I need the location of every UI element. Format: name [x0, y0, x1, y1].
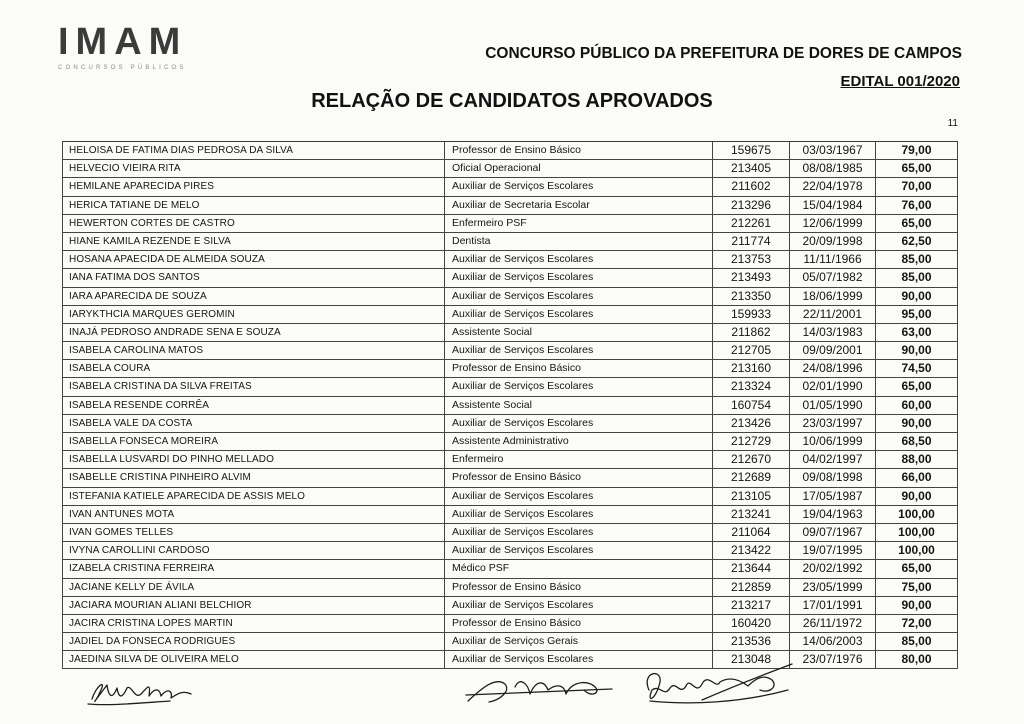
birth-date: 19/07/1995 — [790, 542, 876, 559]
candidate-role: Oficial Operacional — [445, 160, 713, 177]
birth-date: 12/06/1999 — [790, 215, 876, 232]
registration-number: 160420 — [713, 615, 790, 632]
candidate-name: HOSANA APAECIDA DE ALMEIDA SOUZA — [62, 251, 445, 268]
birth-date: 22/04/1978 — [790, 178, 876, 195]
candidate-name: IARA APARECIDA DE SOUZA — [62, 288, 445, 305]
registration-number: 212729 — [713, 433, 790, 450]
birth-date: 14/03/1983 — [790, 324, 876, 341]
candidate-role: Auxiliar de Serviços Escolares — [445, 506, 713, 523]
candidate-name: IANA FATIMA DOS SANTOS — [62, 269, 445, 286]
table-row — [62, 433, 958, 451]
birth-date: 17/05/1987 — [790, 488, 876, 505]
candidate-role: Auxiliar de Serviços Escolares — [445, 524, 713, 541]
candidate-role: Auxiliar de Serviços Escolares — [445, 178, 713, 195]
candidate-role: Auxiliar de Serviços Escolares — [445, 342, 713, 359]
score: 65,00 — [876, 215, 958, 232]
table-row — [62, 269, 958, 287]
table-row — [62, 560, 958, 578]
table-row — [62, 324, 958, 342]
registration-number: 213105 — [713, 488, 790, 505]
birth-date: 19/04/1963 — [790, 506, 876, 523]
candidate-name: IVYNA CAROLLINI CARDOSO — [62, 542, 445, 559]
candidate-role: Auxiliar de Serviços Escolares — [445, 488, 713, 505]
table-row — [62, 178, 958, 196]
candidate-name: ISABELA VALE DA COSTA — [62, 415, 445, 432]
score: 100,00 — [876, 506, 958, 523]
candidate-name: ISTEFANIA KATIELE APARECIDA DE ASSIS MELO — [62, 488, 445, 505]
table-row — [62, 251, 958, 269]
candidate-name: IZABELA CRISTINA FERREIRA — [62, 560, 445, 577]
table-row — [62, 542, 958, 560]
registration-number: 213753 — [713, 251, 790, 268]
candidate-role: Auxiliar de Serviços Escolares — [445, 288, 713, 305]
candidate-role: Auxiliar de Serviços Escolares — [445, 269, 713, 286]
score: 65,00 — [876, 560, 958, 577]
registration-number: 213217 — [713, 597, 790, 614]
birth-date: 26/11/1972 — [790, 615, 876, 632]
candidate-name: ISABELA COURA — [62, 360, 445, 377]
approved-candidates-table — [62, 141, 958, 669]
candidate-role: Auxiliar de Serviços Escolares — [445, 378, 713, 395]
birth-date: 15/04/1984 — [790, 197, 876, 214]
registration-number: 159933 — [713, 306, 790, 323]
score: 90,00 — [876, 415, 958, 432]
table-row — [62, 197, 958, 215]
candidate-name: IARYKTHCIA MARQUES GEROMIN — [62, 306, 445, 323]
score: 90,00 — [876, 342, 958, 359]
candidate-name: HEWERTON CORTES DE CASTRO — [62, 215, 445, 232]
table-row — [62, 597, 958, 615]
score: 85,00 — [876, 269, 958, 286]
candidate-role: Auxiliar de Serviços Escolares — [445, 542, 713, 559]
score: 85,00 — [876, 633, 958, 650]
registration-number: 212859 — [713, 579, 790, 596]
candidate-role: Assistente Administrativo — [445, 433, 713, 450]
candidate-name: ISABELA CAROLINA MATOS — [62, 342, 445, 359]
table-row — [62, 160, 958, 178]
candidate-name: ISABELLA LUSVARDI DO PINHO MELLADO — [62, 451, 445, 468]
birth-date: 23/07/1976 — [790, 651, 876, 668]
candidate-role: Enfermeiro — [445, 451, 713, 468]
birth-date: 08/08/1985 — [790, 160, 876, 177]
registration-number: 213350 — [713, 288, 790, 305]
score: 66,00 — [876, 469, 958, 486]
registration-number: 211064 — [713, 524, 790, 541]
table-row — [62, 342, 958, 360]
candidate-name: ISABELLA FONSECA MOREIRA — [62, 433, 445, 450]
registration-number: 212670 — [713, 451, 790, 468]
birth-date: 14/06/2003 — [790, 633, 876, 650]
document-title: CONCURSO PÚBLICO DA PREFEITURA DE DORES DE CAMPOS — [485, 45, 962, 62]
candidate-name: JACIANE KELLY DE ÁVILA — [62, 579, 445, 596]
birth-date: 22/11/2001 — [790, 306, 876, 323]
candidate-name: ISABELLE CRISTINA PINHEIRO ALVIM — [62, 469, 445, 486]
registration-number: 211862 — [713, 324, 790, 341]
candidate-role: Enfermeiro PSF — [445, 215, 713, 232]
candidate-role: Médico PSF — [445, 560, 713, 577]
candidate-role: Professor de Ensino Básico — [445, 469, 713, 486]
score: 68,50 — [876, 433, 958, 450]
candidate-name: ISABELA RESENDE CORRÊA — [62, 397, 445, 414]
score: 100,00 — [876, 542, 958, 559]
birth-date: 09/07/1967 — [790, 524, 876, 541]
registration-number: 213296 — [713, 197, 790, 214]
score: 76,00 — [876, 197, 958, 214]
table-row — [62, 524, 958, 542]
score: 72,00 — [876, 615, 958, 632]
score: 90,00 — [876, 488, 958, 505]
score: 79,00 — [876, 142, 958, 159]
candidate-role: Auxiliar de Serviços Escolares — [445, 651, 713, 668]
table-row — [62, 215, 958, 233]
table-row — [62, 469, 958, 487]
table-row — [62, 633, 958, 651]
registration-number: 213405 — [713, 160, 790, 177]
score: 65,00 — [876, 378, 958, 395]
candidate-role: Dentista — [445, 233, 713, 250]
birth-date: 09/08/1998 — [790, 469, 876, 486]
registration-number: 160754 — [713, 397, 790, 414]
table-row — [62, 451, 958, 469]
score: 90,00 — [876, 288, 958, 305]
imam-logo — [58, 22, 194, 71]
edital-number: EDITAL 001/2020 — [840, 73, 960, 90]
birth-date: 17/01/1991 — [790, 597, 876, 614]
candidate-name: JADIEL DA FONSECA RODRIGUES — [62, 633, 445, 650]
candidate-role: Auxiliar de Serviços Gerais — [445, 633, 713, 650]
registration-number: 211602 — [713, 178, 790, 195]
candidate-name: HERICA TATIANE DE MELO — [62, 197, 445, 214]
score: 60,00 — [876, 397, 958, 414]
table-row — [62, 415, 958, 433]
score: 85,00 — [876, 251, 958, 268]
score: 75,00 — [876, 579, 958, 596]
table-row — [62, 615, 958, 633]
score: 63,00 — [876, 324, 958, 341]
candidate-name: JAEDINA SILVA DE OLIVEIRA MELO — [62, 651, 445, 668]
list-heading: RELAÇÃO DE CANDIDATOS APROVADOS — [311, 90, 713, 112]
candidate-name: JACIRA CRISTINA LOPES MARTIN — [62, 615, 445, 632]
registration-number: 212689 — [713, 469, 790, 486]
candidate-role: Assistente Social — [445, 324, 713, 341]
score: 70,00 — [876, 178, 958, 195]
score: 65,00 — [876, 160, 958, 177]
registration-number: 213160 — [713, 360, 790, 377]
candidate-name: HEMILANE APARECIDA PIRES — [62, 178, 445, 195]
candidate-role: Professor de Ensino Básico — [445, 360, 713, 377]
score: 80,00 — [876, 651, 958, 668]
candidate-role: Auxiliar de Serviços Escolares — [445, 251, 713, 268]
candidate-role: Professor de Ensino Básico — [445, 615, 713, 632]
candidate-name: JACIARA MOURIAN ALIANI BELCHIOR — [62, 597, 445, 614]
score: 95,00 — [876, 306, 958, 323]
birth-date: 03/03/1967 — [790, 142, 876, 159]
birth-date: 10/06/1999 — [790, 433, 876, 450]
signature-right — [647, 664, 792, 703]
score: 62,50 — [876, 233, 958, 250]
birth-date: 24/08/1996 — [790, 360, 876, 377]
table-row — [62, 378, 958, 396]
birth-date: 23/05/1999 — [790, 579, 876, 596]
candidate-name: HELOISA DE FATIMA DIAS PEDROSA DA SILVA — [62, 142, 445, 159]
logo-subtitle: CONCURSOS PÚBLICOS — [58, 65, 187, 71]
registration-number: 213048 — [713, 651, 790, 668]
score: 74,50 — [876, 360, 958, 377]
logo-wordmark: IMAM — [58, 21, 188, 63]
candidate-role: Auxiliar de Serviços Escolares — [445, 415, 713, 432]
registration-number: 213536 — [713, 633, 790, 650]
registration-number: 211774 — [713, 233, 790, 250]
table-row — [62, 579, 958, 597]
signature-middle — [466, 682, 612, 702]
table-row — [62, 651, 958, 669]
registration-number: 213426 — [713, 415, 790, 432]
score: 100,00 — [876, 524, 958, 541]
candidate-role: Professor de Ensino Básico — [445, 579, 713, 596]
candidate-name: IVAN ANTUNES MOTA — [62, 506, 445, 523]
candidate-name: IVAN GOMES TELLES — [62, 524, 445, 541]
registration-number: 213493 — [713, 269, 790, 286]
registration-number: 212705 — [713, 342, 790, 359]
candidate-name: ISABELA CRISTINA DA SILVA FREITAS — [62, 378, 445, 395]
registration-number: 213644 — [713, 560, 790, 577]
candidate-name: HIANE KAMILA REZENDE E SILVA — [62, 233, 445, 250]
table-row — [62, 306, 958, 324]
birth-date: 18/06/1999 — [790, 288, 876, 305]
birth-date: 23/03/1997 — [790, 415, 876, 432]
candidate-role: Professor de Ensino Básico — [445, 142, 713, 159]
page-number: 11 — [947, 118, 958, 129]
candidate-name: HELVECIO VIEIRA RITA — [62, 160, 445, 177]
table-row — [62, 506, 958, 524]
registration-number: 213324 — [713, 378, 790, 395]
table-row — [62, 233, 958, 251]
birth-date: 09/09/2001 — [790, 342, 876, 359]
birth-date: 04/02/1997 — [790, 451, 876, 468]
score: 90,00 — [876, 597, 958, 614]
candidate-role: Auxiliar de Secretaria Escolar — [445, 197, 713, 214]
candidate-role: Assistente Social — [445, 397, 713, 414]
candidate-role: Auxiliar de Serviços Escolares — [445, 306, 713, 323]
table-row — [62, 142, 958, 160]
table-row — [62, 288, 958, 306]
birth-date: 05/07/1982 — [790, 269, 876, 286]
table-row — [62, 488, 958, 506]
table-row — [62, 397, 958, 415]
signature-left — [88, 685, 191, 705]
score: 88,00 — [876, 451, 958, 468]
registration-number: 213422 — [713, 542, 790, 559]
candidate-name: INAJÁ PEDROSO ANDRADE SENA E SOUZA — [62, 324, 445, 341]
birth-date: 01/05/1990 — [790, 397, 876, 414]
registration-number: 212261 — [713, 215, 790, 232]
registration-number: 213241 — [713, 506, 790, 523]
birth-date: 02/01/1990 — [790, 378, 876, 395]
birth-date: 11/11/1966 — [790, 251, 876, 268]
candidate-role: Auxiliar de Serviços Escolares — [445, 597, 713, 614]
table-row — [62, 360, 958, 378]
birth-date: 20/02/1992 — [790, 560, 876, 577]
birth-date: 20/09/1998 — [790, 233, 876, 250]
registration-number: 159675 — [713, 142, 790, 159]
